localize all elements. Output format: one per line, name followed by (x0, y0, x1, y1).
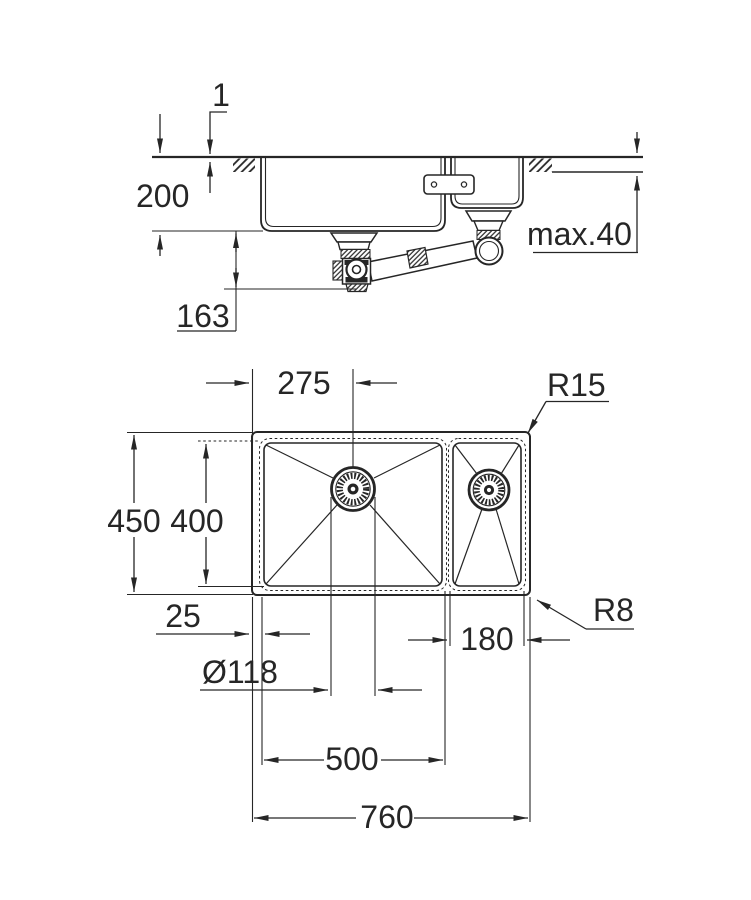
main-bowl-section (261, 158, 445, 231)
dim-label-main-bowl-width: 500 (325, 741, 379, 777)
dim-main-bowl-500 (264, 741, 443, 777)
trap-bottom-cap (346, 284, 368, 292)
dim-label-rim-height: 1 (212, 77, 230, 113)
dim-drain-diameter-118 (200, 654, 422, 690)
counter-hatch-right (529, 159, 552, 173)
counter-hatch-left (233, 159, 255, 173)
dim-label-counter-max: max.40 (527, 216, 632, 252)
dim-label-drain-diameter: Ø118 (202, 654, 278, 690)
dim-label-drain-offset: 275 (277, 365, 331, 401)
small-bowl-drain-neck (474, 221, 503, 231)
main-drain-nut (341, 250, 370, 259)
dim-counter-max40 (527, 132, 638, 253)
dim-label-bowl-depth: 200 (136, 178, 190, 214)
dim-trap-163 (176, 232, 356, 335)
dim-label-bowl-plan-depth: 400 (170, 503, 224, 539)
dim-total-width-760 (254, 799, 528, 835)
main-drain-plan (332, 468, 375, 511)
callout-bowl-radius-r15 (528, 367, 609, 433)
bracket-hole-left (431, 182, 436, 187)
dim-label-small-bowl-width: 180 (460, 621, 514, 657)
trap-port (347, 260, 367, 280)
dim-bowl-depth-200 (136, 114, 263, 256)
dim-label-total-width: 760 (360, 799, 414, 835)
dim-bowl-depth-400 (170, 444, 223, 584)
dim-outer-depth-450 (107, 435, 160, 592)
dim-small-bowl-180 (408, 621, 570, 657)
main-drain-neck (338, 242, 370, 250)
small-bowl-creases (455, 445, 519, 584)
dim-label-rim-width: 25 (165, 598, 201, 634)
dim-label-outer-radius: R8 (593, 592, 634, 628)
pipe-coupling (407, 248, 428, 269)
sink-outer-outline (252, 432, 530, 595)
small-drain-plan (469, 470, 509, 510)
dim-label-trap: 163 (176, 298, 230, 334)
dim-drain-offset-275 (206, 365, 397, 401)
trap-side-tab (333, 261, 343, 280)
dim-label-outer-depth: 450 (107, 503, 161, 539)
side-section-view (136, 77, 643, 334)
small-bowl-plan (449, 439, 526, 591)
dim-rim-height (210, 77, 230, 193)
mounting-bracket (424, 175, 474, 194)
dim-rim-width-25 (156, 598, 310, 634)
top-plan-view (107, 365, 634, 835)
small-bowl-drain-flange (466, 211, 511, 221)
callout-outer-radius-r8 (537, 592, 634, 629)
dim-label-bowl-radius: R15 (547, 367, 606, 403)
bracket-hole-right (461, 182, 466, 187)
waste-pipe-assembly (331, 211, 511, 292)
main-drain-flange (331, 233, 377, 242)
